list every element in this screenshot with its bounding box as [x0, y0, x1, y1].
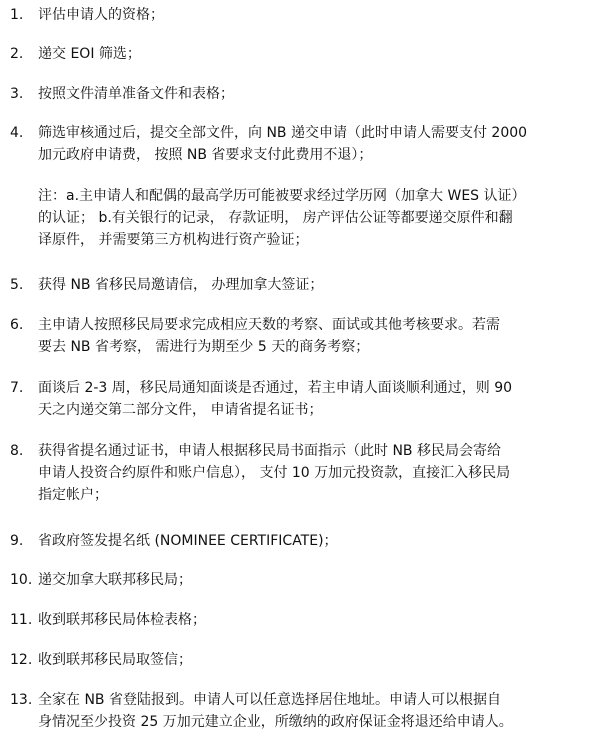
item-number: 13.	[10, 692, 33, 708]
item-number: 11.	[10, 612, 33, 628]
item-text	[38, 274, 578, 296]
item-text	[38, 83, 578, 105]
text-line: 收到联邦移民局取签信；	[38, 652, 192, 668]
text-line: 加元政府申请费， 按照 NB 省要求支付此费用不退）；	[38, 147, 373, 163]
text-line: 主申请人按照移民局要求完成相应天数的考察、面试或其他考核要求。若需	[38, 317, 500, 333]
text-line: 获得省提名通过证书，申请人根据移民局书面指示（此时 NB 移民局会寄给	[38, 443, 501, 459]
item-number: 2.	[10, 46, 24, 62]
text-line: 的认证； b.有关银行的记录， 存款证明， 房产评估公证等都要递交原件和翻	[38, 210, 513, 226]
text-line: 筛选审核通过后，提交全部文件，向 NB 递交申请（此时申请人需要支付 2000	[38, 125, 528, 141]
item-number: 6.	[10, 317, 24, 333]
text-line: 天之内递交第二部分文件， 申请省提名证书；	[38, 402, 323, 418]
item-text	[38, 122, 578, 166]
text-line: 注：a.主申请人和配偶的最高学历可能被要求经过学历网（加拿大 WES 认证）	[38, 188, 526, 204]
item-number: 4.	[10, 125, 24, 141]
text-line: 获得 NB 省移民局邀请信， 办理加拿大签证；	[38, 277, 324, 293]
text-line: 省政府签发提名纸 (NOMINEE CERTIFICATE)；	[38, 533, 338, 549]
item-number: 5.	[10, 277, 24, 293]
item-text	[38, 569, 578, 591]
item-text	[38, 377, 578, 421]
item-text	[38, 440, 578, 506]
item-number: 8.	[10, 443, 24, 459]
text-line: 申请人投资合约原件和账户信息）， 支付 10 万加元投资款，直接汇入移民局	[38, 465, 511, 481]
text-line: 递交 EOI 筛选；	[38, 46, 141, 62]
item-text	[38, 609, 578, 631]
item-text	[38, 649, 578, 671]
note-text	[38, 185, 578, 251]
text-line: 身情况至少投资 25 万加元建立企业，所缴纳的政府保证金将退还给申请人。	[38, 714, 513, 730]
item-text	[38, 4, 578, 26]
text-line: 面谈后 2-3 周，移民局通知面谈是否通过，若主申请人面谈顺利通过，则 90	[38, 380, 513, 396]
item-text	[38, 314, 578, 358]
item-text	[38, 43, 578, 65]
item-text	[38, 689, 578, 733]
text-line: 评估申请人的资格；	[38, 7, 164, 23]
text-line: 要去 NB 省考察， 需进行为期至少 5 天的商务考察；	[38, 339, 370, 355]
item-number: 9.	[10, 533, 24, 549]
text-line: 按照文件清单准备文件和表格；	[38, 86, 234, 102]
text-line: 译原件， 并需要第三方机构进行资产验证；	[38, 232, 309, 248]
text-line: 收到联邦移民局体检表格；	[38, 612, 206, 628]
text-line: 递交加拿大联邦移民局；	[38, 572, 192, 588]
item-number: 1.	[10, 7, 24, 23]
item-number: 10.	[10, 572, 33, 588]
item-number: 12.	[10, 652, 33, 668]
item-text	[38, 530, 578, 552]
text-line: 指定帐户；	[38, 487, 108, 503]
item-number: 7.	[10, 380, 24, 396]
item-number: 3.	[10, 86, 24, 102]
text-line: 全家在 NB 省登陆报到。申请人可以任意选择居住地址。申请人可以根据自	[38, 692, 501, 708]
